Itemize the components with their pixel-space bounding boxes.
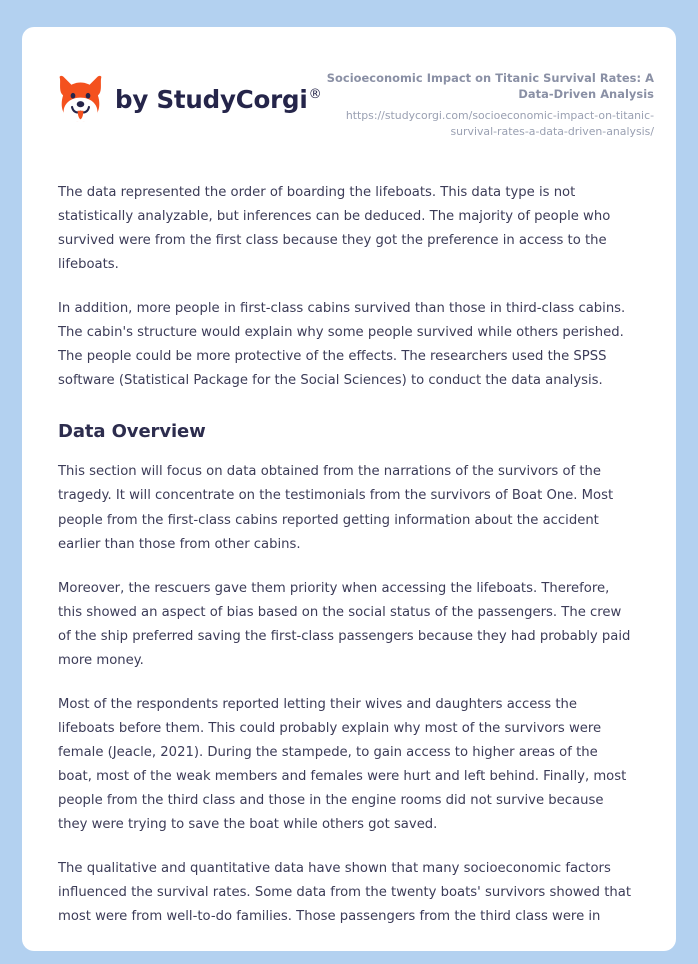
paragraph: Moreover, the rescuers gave them priority when accessing the lifeboats. Therefore, this showed an aspect of bias based on the social status of the passengers. The crew of the ship preferred saving the first-class passengers because they had probably paid more money.	[58, 580, 631, 668]
document-page	[22, 27, 676, 951]
document-title: Socioeconomic Impact on Titanic Survival Rates: A Data-Driven Analysis	[326, 71, 654, 102]
paragraph: In addition, more people in first-class cabins survived than those in third-class cabins. The cabin's structure would explain why some people survived while others perished. The people could be more protective of the effects. The researchers used the SPSS software (Statistical Package for the Social Sciences) to conduct the data analysis.	[58, 301, 626, 389]
document-url[interactable]: https://studycorgi.com/socioeconomic-impact-on-titanic-survival-rates-a-data-driven-analysis/	[345, 109, 654, 138]
paragraph: The data represented the order of boarding the lifeboats. This data type is not statistically analyzable, but inferences can be deduced. The majority of people who survived were from the first class because they got the preference in access to the lifeboats.	[58, 185, 611, 273]
paragraph: The qualitative and quantitative data have shown that many socioeconomic factors influenced the survival rates. Some data from the twenty boats' survivors showed that most were from well-to-do families. Those passengers from the third class were in	[58, 860, 632, 924]
document-meta	[321, 68, 654, 139]
corgi-logo-icon	[57, 75, 104, 123]
brand-block	[57, 68, 321, 123]
registered-mark: ®	[308, 87, 322, 103]
brand-name	[115, 85, 321, 114]
brand-name-text: by StudyCorgi	[115, 84, 308, 114]
paragraph: This section will focus on data obtained from the narrations of the survivors of the tragedy. It will concentrate on the testimonials from the survivors of Boat One. Most people from the first-class cabins reported getting information about the accident earlier than those from other cabins.	[58, 464, 614, 552]
document-header	[22, 27, 676, 139]
section-heading-data-overview: Data Overview	[58, 421, 206, 443]
paragraph: Most of the respondents reported letting their wives and daughters access the lifeboats before them. This could probably explain why most of the survivors were female (Jeacle, 2021). During the stampede, to gain access to higher areas of the boat, most of the weak members and females were hurt and left behind. Finally, most people from the third class and those in the engine rooms did not survive because they were trying to save the boat while others got saved.	[58, 696, 627, 832]
document-body	[22, 181, 676, 928]
